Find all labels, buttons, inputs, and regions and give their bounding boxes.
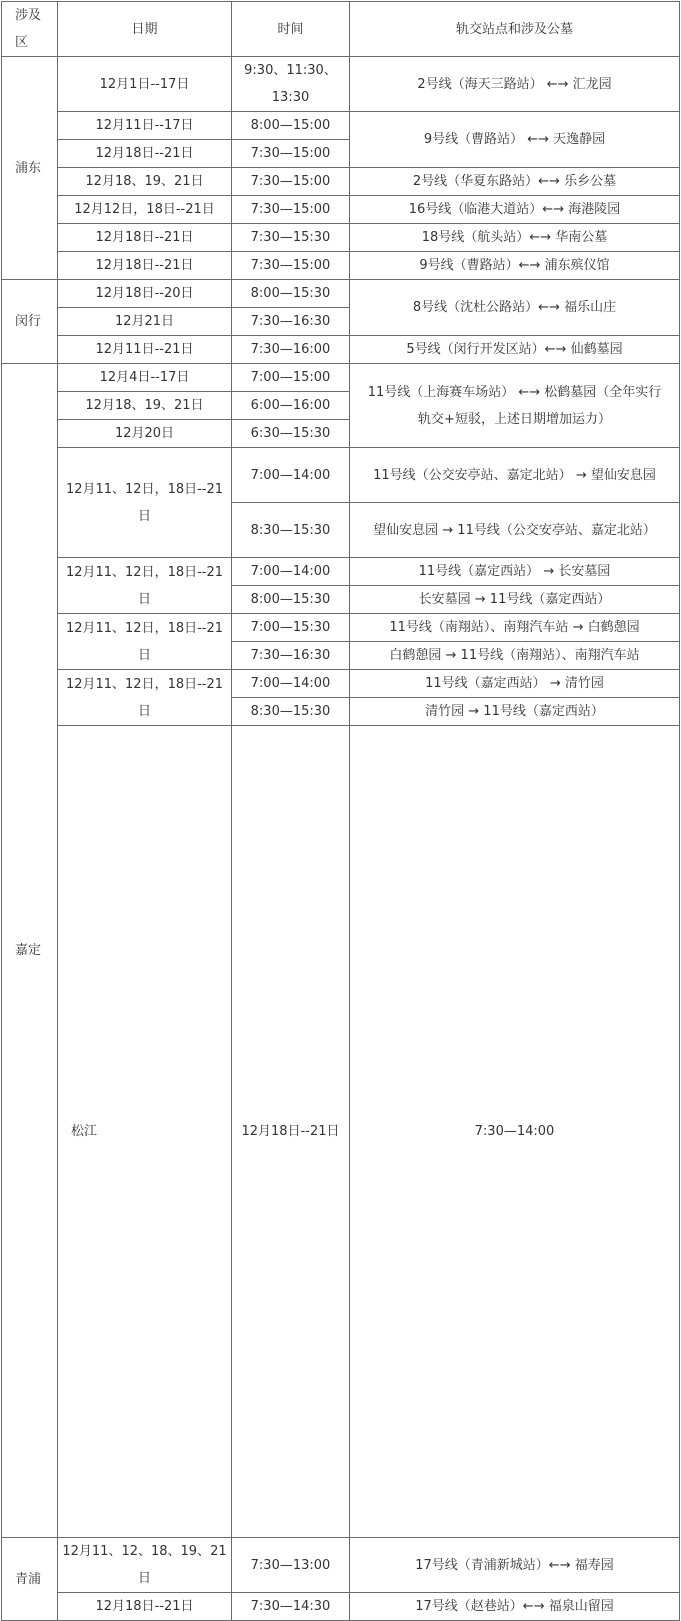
route-cell: 2号线（海天三路站） ←→ 汇龙园	[350, 57, 680, 112]
time-cell: 6:30—15:30	[232, 420, 350, 448]
time-cell: 8:30—15:30	[232, 503, 350, 558]
date-cell: 12月11、12、18、19、21日	[58, 1538, 232, 1593]
route-cell: 9号线（曹路站） ←→ 天逸静园	[350, 112, 680, 168]
time-cell: 8:00—15:00	[232, 112, 350, 140]
time-cell: 8:00—15:30	[232, 280, 350, 308]
route-cell: 17号线（青浦新城站）←→ 福寿园	[350, 1538, 680, 1593]
header-time: 时间	[232, 2, 350, 57]
route-cell: 11号线（南翔站）、南翔汽车站 → 白鹤憩园	[350, 614, 680, 642]
date-cell: 12月11、12日，18日--21日	[58, 448, 232, 558]
route-cell: 长安墓园 → 11号线（嘉定西站）	[350, 586, 680, 614]
time-cell: 9:30、11:30、13:30	[232, 57, 350, 112]
date-cell: 12月18日--20日	[58, 280, 232, 308]
date-cell: 12月18日--21日	[58, 140, 232, 168]
date-cell: 12月11、12日，18日--21日	[58, 614, 232, 670]
date-cell: 12月18日--21日	[58, 224, 232, 252]
time-cell: 7:30—14:00	[350, 726, 680, 1538]
table-row	[2, 726, 680, 1159]
route-cell: 11号线（嘉定西站） → 清竹园	[350, 670, 680, 698]
date-cell: 12月18日--21日	[232, 726, 350, 1538]
route-cell: 9号线（曹路站）←→ 浦东殡仪馆	[350, 252, 680, 280]
table-row	[2, 670, 680, 698]
header-district: 涉及区	[2, 2, 58, 57]
time-cell: 7:30—15:30	[232, 224, 350, 252]
route-cell: 白鹤憩园 → 11号线（南翔站）、南翔汽车站	[350, 642, 680, 670]
route-cell: 18号线（航头站）←→ 华南公墓	[350, 224, 680, 252]
table-row	[2, 196, 680, 224]
date-cell: 12月18、19、21日	[58, 168, 232, 196]
route-cell: 2号线（华夏东路站）←→ 乐乡公墓	[350, 168, 680, 196]
header-row	[2, 2, 680, 57]
route-cell: 望仙安息园 → 11号线（公交安亭站、嘉定北站）	[350, 503, 680, 558]
date-cell: 12月20日	[58, 420, 232, 448]
time-cell: 7:30—15:00	[232, 168, 350, 196]
schedule-table	[1, 1, 680, 1621]
table-row	[2, 336, 680, 364]
time-cell: 7:00—14:00	[232, 670, 350, 698]
date-cell: 12月18日--21日	[58, 1593, 232, 1621]
date-cell: 12月1日--17日	[58, 57, 232, 112]
route-cell: 清竹园 → 11号线（嘉定西站）	[350, 698, 680, 726]
time-cell: 7:00—15:00	[232, 364, 350, 392]
table-row	[2, 558, 680, 586]
time-cell: 7:30—14:30	[232, 1593, 350, 1621]
district-cell: 闵行	[2, 280, 58, 364]
district-cell: 浦东	[2, 57, 58, 280]
header-route: 轨交站点和涉及公墓	[350, 2, 680, 57]
time-cell: 7:30—13:00	[232, 1538, 350, 1593]
time-cell: 6:00—16:00	[232, 392, 350, 420]
district-cell: 松江	[58, 726, 232, 1538]
table-row	[2, 252, 680, 280]
header-date: 日期	[58, 2, 232, 57]
table-row	[2, 280, 680, 308]
table-row	[2, 614, 680, 642]
table-row	[2, 364, 680, 392]
table-row	[2, 57, 680, 112]
date-cell: 12月21日	[58, 308, 232, 336]
table-row	[2, 1593, 680, 1621]
date-cell: 12月4日--17日	[58, 364, 232, 392]
table-row	[2, 448, 680, 503]
time-cell: 7:30—15:00	[232, 196, 350, 224]
time-cell: 7:30—16:00	[232, 336, 350, 364]
table-row	[2, 112, 680, 140]
time-cell: 7:30—16:30	[232, 308, 350, 336]
time-cell: 7:00—15:30	[232, 614, 350, 642]
date-cell: 12月11、12日，18日--21日	[58, 558, 232, 614]
district-cell: 青浦	[2, 1538, 58, 1621]
table-row	[2, 1538, 680, 1593]
date-cell: 12月11、12日，18日--21日	[58, 670, 232, 726]
time-cell: 7:00—14:00	[232, 558, 350, 586]
route-cell: 11号线（嘉定西站） → 长安墓园	[350, 558, 680, 586]
date-cell: 12月11日--17日	[58, 112, 232, 140]
date-cell: 12月18、19、21日	[58, 392, 232, 420]
time-cell: 8:00—15:30	[232, 586, 350, 614]
route-cell: 8号线（沈杜公路站）←→ 福乐山庄	[350, 280, 680, 336]
date-cell: 12月11日--21日	[58, 336, 232, 364]
time-cell: 7:30—15:00	[232, 140, 350, 168]
route-cell: 5号线（闵行开发区站）←→ 仙鹤墓园	[350, 336, 680, 364]
date-cell: 12月12日，18日--21日	[58, 196, 232, 224]
time-cell: 8:30—15:30	[232, 698, 350, 726]
route-cell: 17号线（赵巷站）←→ 福泉山留园	[350, 1593, 680, 1621]
route-cell: 11号线（上海赛车场站） ←→ 松鹤墓园（全年实行轨交+短驳，上述日期增加运力）	[350, 364, 680, 448]
table-row	[2, 224, 680, 252]
route-cell: 16号线（临港大道站）←→ 海港陵园	[350, 196, 680, 224]
time-cell: 7:00—14:00	[232, 448, 350, 503]
route-cell: 11号线（公交安亭站、嘉定北站） → 望仙安息园	[350, 448, 680, 503]
time-cell: 7:30—16:30	[232, 642, 350, 670]
table-row	[2, 168, 680, 196]
district-cell: 嘉定	[2, 364, 58, 1538]
time-cell: 7:30—15:00	[232, 252, 350, 280]
date-cell: 12月18日--21日	[58, 252, 232, 280]
